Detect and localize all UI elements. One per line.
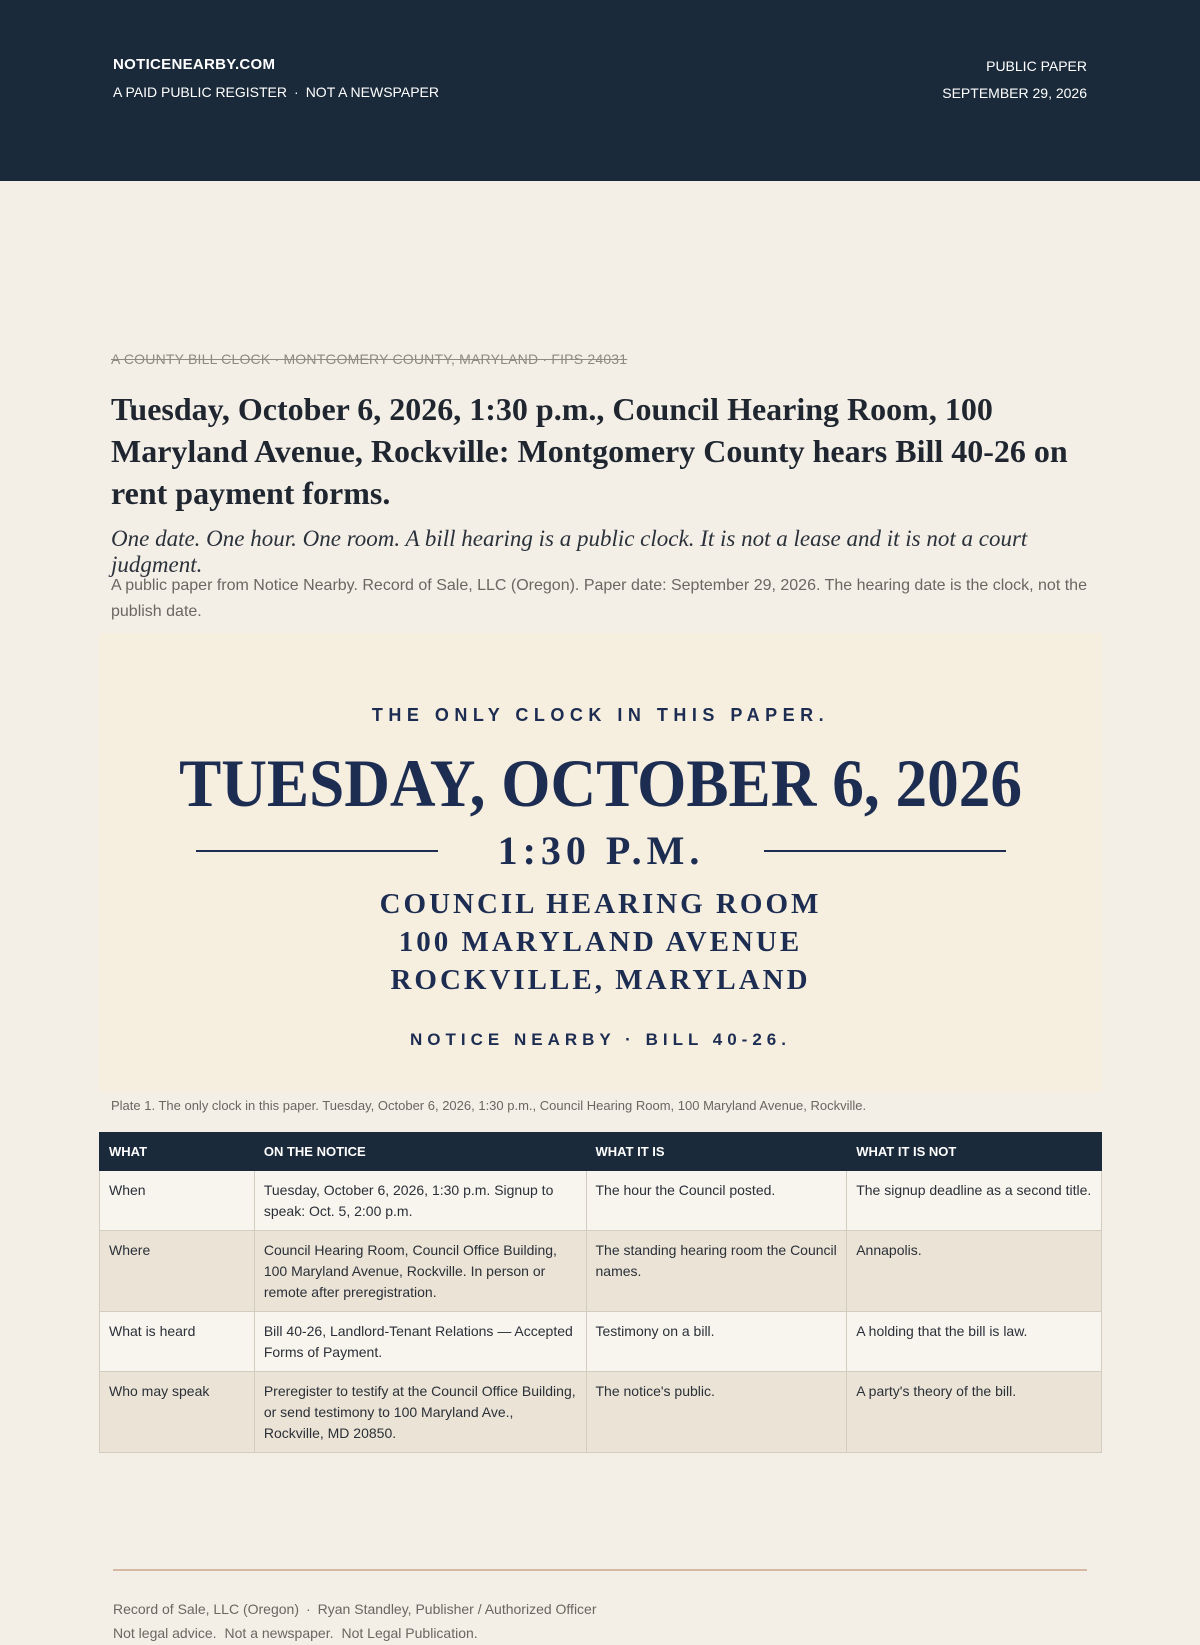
- colophon-separator: ·: [305, 1601, 311, 1617]
- clock-plate: [99, 633, 1102, 1092]
- plate-eyebrow: THE ONLY CLOCK IN THIS PAPER.: [371, 705, 830, 725]
- table-header-row: [100, 1133, 1102, 1171]
- masthead-right: [942, 57, 1087, 102]
- table-row: [100, 1312, 1102, 1372]
- table-row: [100, 1372, 1102, 1453]
- disclaimer-not-newspaper: Not a newspaper.: [224, 1625, 334, 1641]
- masthead-left: [113, 56, 439, 101]
- table-header-what: WHAT: [100, 1133, 255, 1171]
- paper-date: SEPTEMBER 29, 2026: [942, 85, 1087, 101]
- disclaimer-legal-advice: Not legal advice.: [113, 1625, 217, 1641]
- plate-date: TUESDAY, OCTOBER 6, 2026: [179, 745, 1022, 821]
- headline: Tuesday, October 6, 2026, 1:30 p.m., Council Hearing Room, 100 Maryland Avenue, Rockville: Montgomery County hears Bill 40-26 on rent payment forms.: [111, 391, 1068, 511]
- tagline-not-newspaper: NOT A NEWSPAPER: [305, 84, 439, 100]
- table-cell: Who may speak: [100, 1372, 255, 1453]
- table-row: [100, 1171, 1102, 1231]
- table-cell: The standing hearing room the Council names.: [586, 1231, 847, 1312]
- plate-caption: Plate 1. The only clock in this paper. Tuesday, October 6, 2026, 1:30 p.m., Council Hearing Room, 100 Maryland Avenue, Rockville.: [111, 1098, 867, 1113]
- disclaimer-not-legal-publication: Not Legal Publication.: [341, 1625, 478, 1641]
- publisher-org: Record of Sale, LLC (Oregon): [113, 1601, 299, 1617]
- colophon-disclaimers: [113, 1621, 597, 1645]
- table-cell: What is heard: [100, 1312, 255, 1372]
- table-cell: Preregister to testify at the Council Office Building, or send testimony to 100 Maryland Ave., Rockville, MD 20850.: [254, 1372, 586, 1453]
- table-cell: Bill 40-26, Landlord-Tenant Relations — Accepted Forms of Payment.: [254, 1312, 586, 1372]
- table-cell: The hour the Council posted.: [586, 1171, 847, 1231]
- table-cell: Testimony on a bill.: [586, 1312, 847, 1372]
- plate-venue-street: 100 MARYLAND AVENUE: [398, 926, 803, 958]
- plate-footer: NOTICE NEARBY · BILL 40-26.: [410, 1030, 791, 1049]
- table-header-what-it-is: WHAT IT IS: [586, 1133, 847, 1171]
- table-cell: Where: [100, 1231, 255, 1312]
- table-cell: The notice's public.: [586, 1372, 847, 1453]
- dek: One date. One hour. One room. A bill hearing is a public clock. It is not a lease and it is not a court judgment.: [111, 526, 1028, 577]
- table-cell: A holding that the bill is law.: [847, 1312, 1102, 1372]
- plate-time: 1:30 P.M.: [497, 828, 705, 873]
- site-name[interactable]: NOTICENEARBY.COM: [113, 56, 276, 73]
- notice-table: [99, 1132, 1102, 1453]
- table-cell: Tuesday, October 6, 2026, 1:30 p.m. Signup to speak: Oct. 5, 2:00 p.m.: [254, 1171, 586, 1231]
- paper-label: PUBLIC PAPER: [986, 58, 1087, 74]
- plate-rule-right: [764, 850, 1006, 852]
- colophon-publisher: [113, 1597, 597, 1621]
- plate-venue-city: ROCKVILLE, MARYLAND: [390, 964, 811, 996]
- footer-divider: [113, 1569, 1087, 1571]
- publisher-name: Ryan Standley, Publisher / Authorized Officer: [317, 1601, 597, 1617]
- tagline-register: A PAID PUBLIC REGISTER: [113, 84, 288, 100]
- plate-venue-room: COUNCIL HEARING ROOM: [379, 888, 822, 920]
- table-header-what-it-is-not: WHAT IT IS NOT: [847, 1133, 1102, 1171]
- byline: A public paper from Notice Nearby. Record of Sale, LLC (Oregon). Paper date: September 29, 2026. The hearing date is the clock, not the publish date.: [111, 577, 1087, 620]
- table-cell: Annapolis.: [847, 1231, 1102, 1312]
- colophon: [113, 1597, 597, 1645]
- table-cell: A party's theory of the bill.: [847, 1372, 1102, 1453]
- kicker: A COUNTY BILL CLOCK · MONTGOMERY COUNTY, MARYLAND · FIPS 24031: [111, 351, 628, 367]
- masthead: [0, 0, 1200, 181]
- site-tagline: [113, 83, 439, 101]
- table-row: [100, 1231, 1102, 1312]
- table-header-on-notice: ON THE NOTICE: [254, 1133, 586, 1171]
- plate-venue: [99, 885, 1102, 999]
- table-cell: The signup deadline as a second title.: [847, 1171, 1102, 1231]
- plate-time-row: [196, 827, 1006, 875]
- table-cell: Council Hearing Room, Council Office Building, 100 Maryland Avenue, Rockville. In person or remote after preregistration.: [254, 1231, 586, 1312]
- tagline-separator: ·: [294, 84, 299, 100]
- table-cell: When: [100, 1171, 255, 1231]
